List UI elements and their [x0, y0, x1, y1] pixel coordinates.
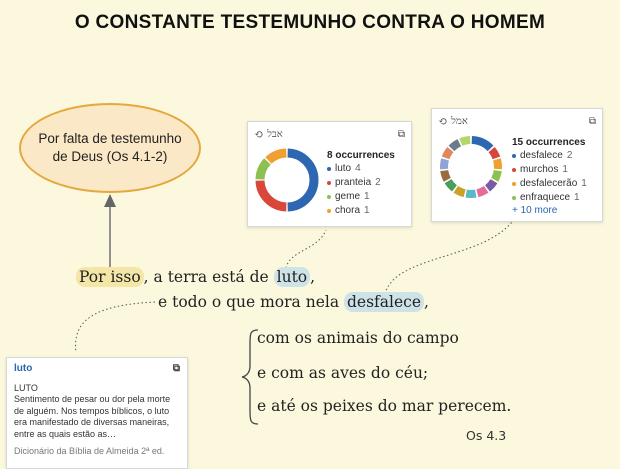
dictionary-term: LUTO — [14, 383, 180, 395]
verse-text: , a terra está de — [144, 268, 274, 286]
curly-brace — [242, 330, 258, 424]
donut-segment — [288, 153, 314, 207]
occurrence-list — [512, 149, 587, 205]
occurrence-count-value: 1 — [364, 204, 370, 218]
donut-segment — [451, 143, 459, 149]
page-title: O CONSTANTE TESTEMUNHO CONTRA O HOMEM — [0, 12, 620, 34]
occurrence-item[interactable] — [512, 149, 587, 163]
dotted-link-luto — [286, 230, 326, 268]
occurrence-summary — [327, 150, 395, 218]
occurrence-list — [327, 162, 395, 218]
occurrence-count-value: 1 — [562, 163, 568, 177]
dictionary-headword[interactable]: luto — [14, 363, 32, 375]
donut-segment — [444, 159, 445, 169]
donut-segment — [268, 153, 286, 160]
occurrence-label: luto — [335, 162, 351, 176]
card-header — [432, 109, 602, 129]
dictionary-card[interactable] — [6, 357, 188, 469]
dotted-link-dictionary — [76, 302, 155, 352]
bullet-icon — [327, 209, 331, 213]
bullet-icon — [512, 182, 516, 186]
occurrence-item[interactable] — [512, 163, 587, 177]
occurrence-label: desfalecerão — [520, 177, 577, 191]
occurrence-item[interactable] — [512, 177, 587, 191]
donut-segment — [461, 140, 470, 142]
word-card-amal[interactable] — [431, 108, 603, 222]
bullet-icon — [327, 167, 331, 171]
highlight-por-isso[interactable]: Por isso — [76, 267, 144, 287]
occurrence-item[interactable] — [512, 191, 587, 205]
occurrence-count: 8 occurrences — [327, 150, 395, 161]
donut-segment — [456, 189, 465, 193]
verse-line-5: e até os peixes do mar perecem. — [257, 397, 511, 415]
occurrence-count-value: 2 — [567, 149, 573, 163]
donut-segment — [492, 150, 497, 158]
donut-segment — [260, 181, 286, 207]
bullet-icon — [512, 196, 516, 200]
occurrence-item[interactable] — [327, 162, 395, 176]
testimony-oval — [19, 103, 201, 193]
occurrence-label: pranteia — [335, 176, 371, 190]
occurrence-item[interactable] — [327, 176, 395, 190]
donut-segment — [495, 171, 498, 180]
dictionary-header — [14, 363, 180, 375]
occurrence-count-value: 1 — [574, 191, 580, 205]
popout-icon[interactable]: ⧉ — [398, 129, 405, 140]
donut-segment — [444, 171, 447, 180]
hebrew-word: אבל — [267, 129, 283, 140]
occurrence-donut — [253, 146, 321, 214]
dictionary-source: Dicionário da Bíblia de Almeida 2ª ed. — [14, 446, 180, 458]
donut-segment — [446, 150, 451, 158]
donut-segment — [260, 161, 267, 179]
refresh-icon[interactable]: ⟲ — [438, 115, 447, 128]
donut-segment — [497, 159, 498, 169]
bullet-icon — [512, 168, 516, 172]
occurrence-count-value: 1 — [364, 190, 370, 204]
occurrence-label: desfalece — [520, 149, 563, 163]
popout-icon[interactable]: ⧉ — [173, 363, 180, 375]
dotted-link-desfalece — [385, 222, 512, 294]
donut-segment — [477, 189, 486, 193]
occurrence-label: enfraquece — [520, 191, 570, 205]
occurrence-count-value: 1 — [581, 177, 587, 191]
more-link[interactable]: + 10 more — [512, 205, 587, 216]
donut-segment — [488, 181, 494, 188]
occurrence-label: chora — [335, 204, 360, 218]
occurrence-count-value: 4 — [355, 162, 361, 176]
word-card-avel[interactable] — [247, 121, 412, 227]
bullet-icon — [327, 195, 331, 199]
occurrence-count-value: 2 — [375, 176, 381, 190]
highlight-desfalece[interactable]: desfalece — [344, 292, 424, 312]
verse-line-2 — [158, 293, 429, 311]
verse-line-4: e com as aves do céu; — [257, 364, 428, 382]
occurrence-label: murchos — [520, 163, 558, 177]
verse-text: , — [424, 293, 429, 311]
occurrence-item[interactable] — [327, 204, 395, 218]
arrow-head — [104, 194, 116, 207]
verse-text: , — [310, 268, 315, 286]
verse-line-1 — [76, 268, 315, 286]
occurrence-count: 15 occurrences — [512, 137, 587, 148]
verse-reference[interactable]: Os 4.3 — [466, 428, 506, 443]
hebrew-word: אמל — [451, 116, 468, 127]
verse-text: e todo o que mora nela — [158, 293, 344, 311]
bullet-icon — [512, 154, 516, 158]
dictionary-body: Sentimento de pesar ou dor pela morte de alguém. Nos tempos bíblicos, o luto era manifestado de diversas maneiras, entre as quais estão as… — [14, 394, 180, 440]
verse-line-3: com os animais do campo — [257, 329, 459, 347]
highlight-luto[interactable]: luto — [274, 267, 311, 287]
occurrence-item[interactable] — [327, 190, 395, 204]
occurrence-donut — [437, 133, 505, 201]
occurrence-summary — [512, 137, 587, 216]
occurrence-label: geme — [335, 190, 360, 204]
donut-segment — [472, 140, 491, 148]
popout-icon[interactable]: ⧉ — [589, 116, 596, 127]
card-header — [248, 122, 411, 142]
oval-text: Por falta de testemunho de Deus (Os 4.1-2) — [31, 130, 189, 166]
donut-segment — [448, 181, 454, 188]
refresh-icon[interactable]: ⟲ — [254, 128, 263, 141]
bullet-icon — [327, 181, 331, 185]
